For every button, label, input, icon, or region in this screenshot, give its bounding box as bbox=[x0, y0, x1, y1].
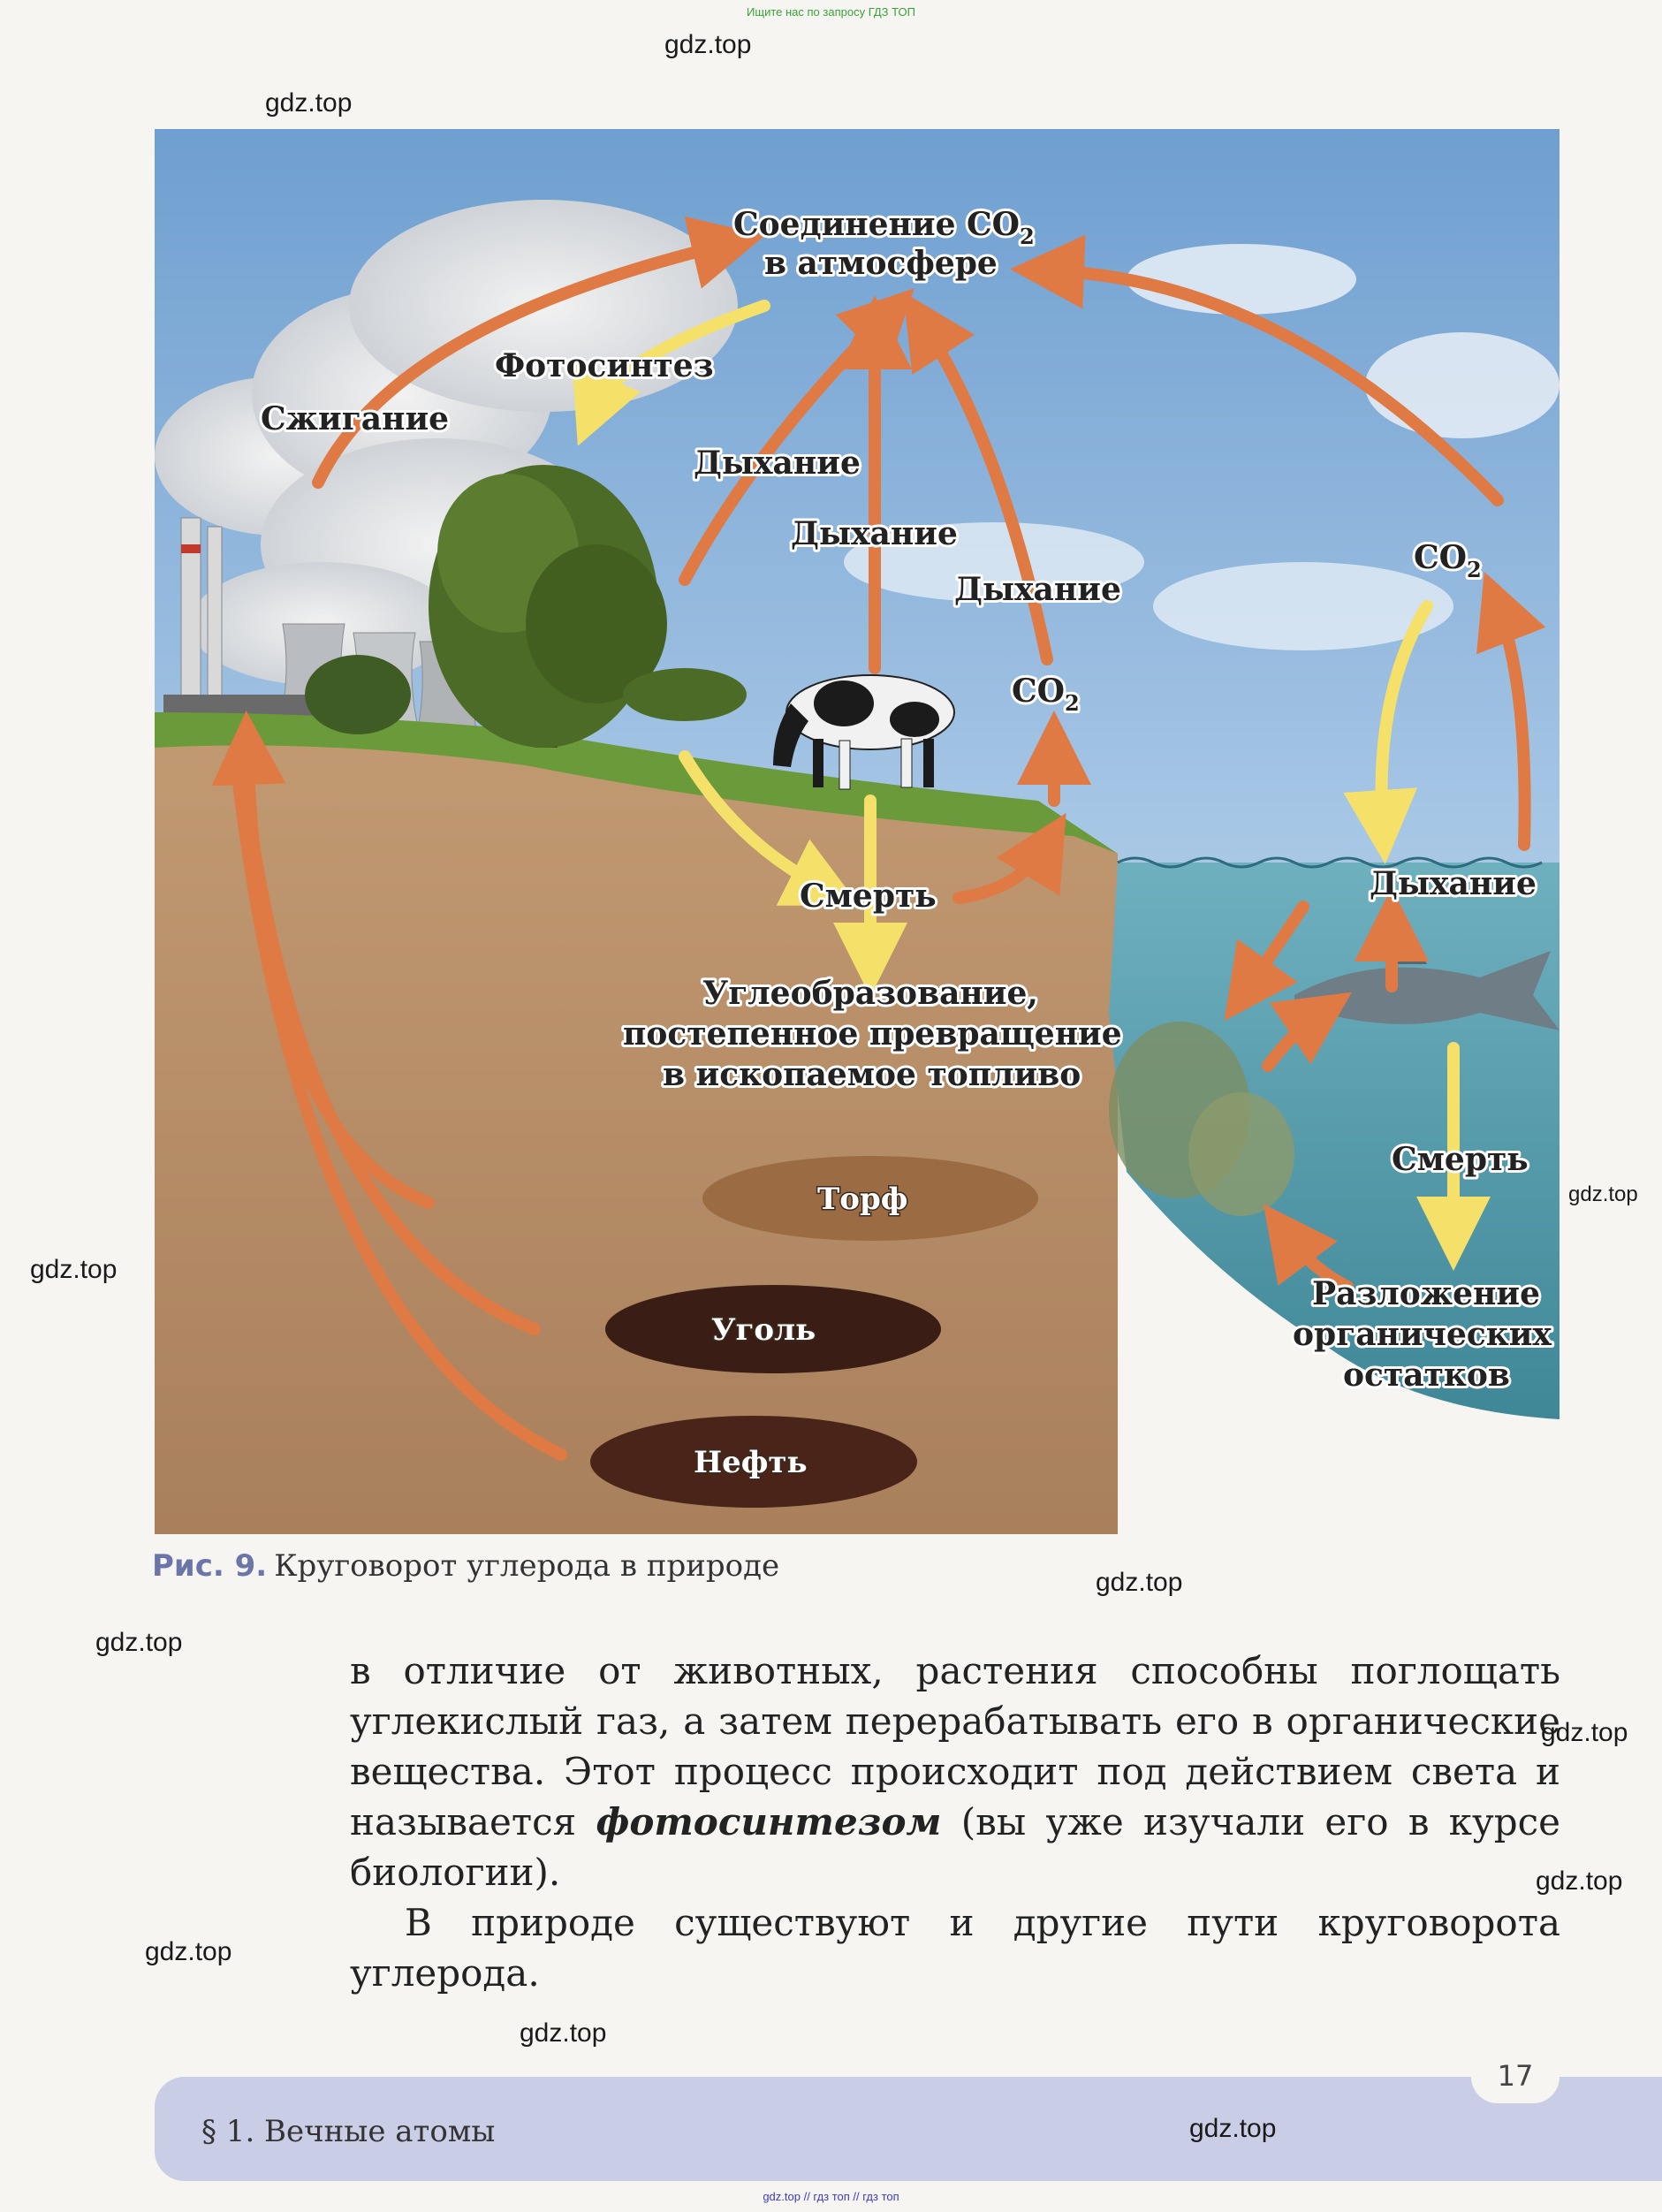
page-number: 17 bbox=[1471, 2049, 1560, 2103]
carbon-cycle-illustration bbox=[155, 129, 1560, 1534]
label-coal-formation-2: постепенное превращение bbox=[623, 1015, 1122, 1053]
watermark: gdz.top bbox=[1536, 1866, 1623, 1896]
label-death-land: Смерть bbox=[800, 878, 937, 915]
cloud bbox=[1127, 244, 1356, 315]
soil bbox=[155, 712, 1118, 1534]
label-burning: Сжигание bbox=[261, 400, 450, 437]
label-co2-atmosphere: Соединение $CO_2$ bbox=[733, 206, 1035, 249]
watermark: gdz.top bbox=[1541, 1718, 1628, 1747]
label-coal-formation-1: Углеобразование, bbox=[702, 975, 1038, 1012]
paragraph: В природе существуют и другие пути круговорота углерода. bbox=[350, 1901, 1560, 1995]
label-co2-atmosphere-2: в атмосфере bbox=[764, 245, 998, 282]
top-note: Ищите нас по запросу ГДЗ ТОП bbox=[747, 5, 915, 19]
term-photosynthesis: фотосинтезом bbox=[596, 1800, 942, 1843]
watermark: gdz.top bbox=[1189, 2114, 1277, 2143]
label-co2-land: $CO_2$ bbox=[1012, 673, 1080, 716]
cloud bbox=[1365, 332, 1560, 438]
label-coal: Уголь bbox=[711, 1312, 816, 1348]
label-co2-ocean: $CO_2$ bbox=[1414, 539, 1482, 582]
watermark: gdz.top bbox=[265, 88, 353, 118]
section-title: § 1. Вечные атомы bbox=[201, 2114, 496, 2149]
bottom-note: gdz.top // гдз топ // гдз топ bbox=[763, 2190, 899, 2203]
paragraph: в отличие от животных, растения способны поглощать углекислый газ, а затем перерабатывать его в органические вещества. Этот процесс происходит под действием света и называется фотосинтезом (вы уже изучали его в курсе биологии). bbox=[350, 1649, 1560, 1894]
label-coal-formation-3: в ископаемое топливо bbox=[663, 1056, 1081, 1093]
label-respiration-2: Дыхание bbox=[791, 515, 958, 552]
label-respiration-1: Дыхание bbox=[694, 445, 861, 482]
label-decomposition-3: остатков bbox=[1343, 1357, 1510, 1394]
label-oil: Нефть bbox=[694, 1445, 808, 1480]
carbon-cycle-figure bbox=[155, 129, 1560, 1534]
body-text bbox=[350, 1646, 1560, 1998]
label-respiration-sea: Дыхание bbox=[1370, 865, 1537, 902]
watermark: gdz.top bbox=[95, 1628, 183, 1657]
label-death-sea: Смерть bbox=[1392, 1141, 1529, 1178]
figure-number: Рис. 9. bbox=[152, 1548, 268, 1584]
figure-caption bbox=[152, 1548, 779, 1584]
watermark: gdz.top bbox=[145, 1937, 232, 1966]
watermark: gdz.top bbox=[520, 2018, 607, 2048]
label-decomposition-1: Разложение bbox=[1312, 1275, 1540, 1312]
watermark: gdz.top bbox=[664, 30, 752, 59]
figure-caption-text: Круговорот углерода в природе bbox=[274, 1548, 780, 1584]
label-respiration-3: Дыхание bbox=[954, 571, 1121, 608]
label-photosynthesis: Фотосинтез bbox=[495, 347, 714, 384]
watermark: gdz.top bbox=[1568, 1182, 1638, 1206]
watermark: gdz.top bbox=[1096, 1568, 1183, 1597]
label-peat: Торф bbox=[817, 1182, 908, 1217]
label-decomposition-2: органических bbox=[1293, 1316, 1552, 1353]
watermark: gdz.top bbox=[30, 1255, 118, 1284]
